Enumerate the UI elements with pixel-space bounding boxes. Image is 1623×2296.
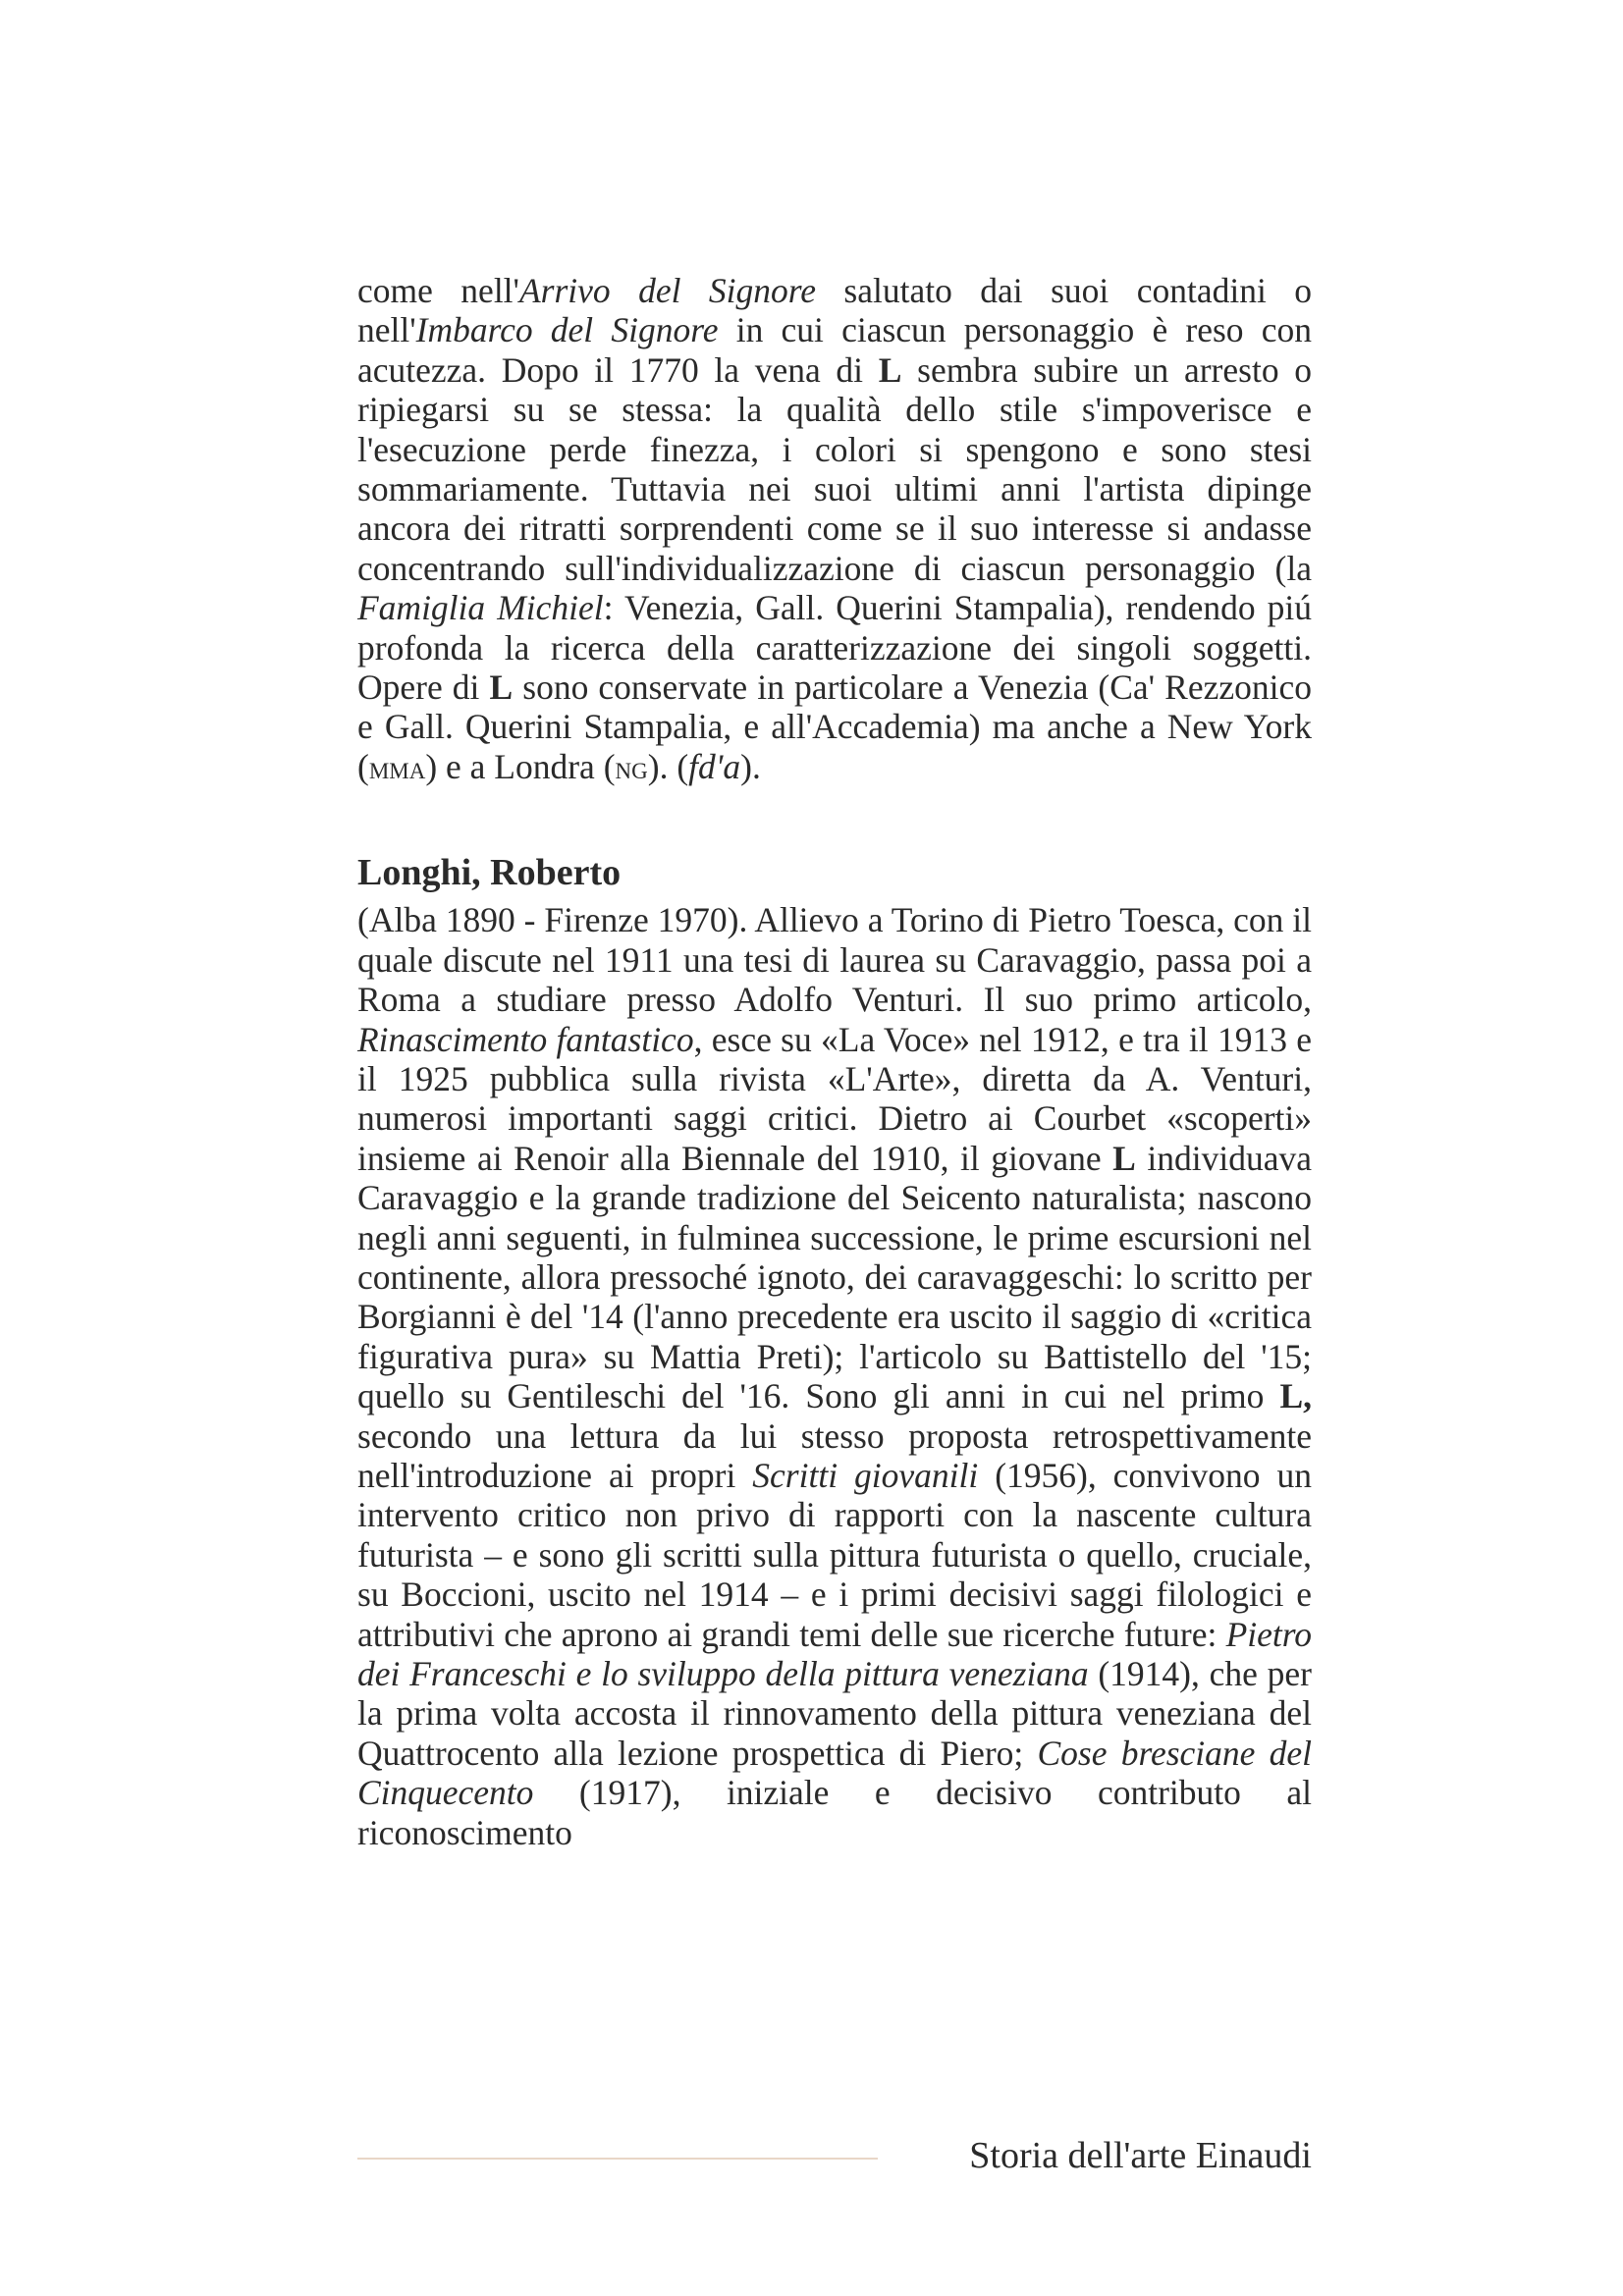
museum-abbreviation: ng bbox=[615, 750, 648, 786]
text-column bbox=[357, 271, 1312, 1852]
italic-title-text: Scritti giovanili bbox=[752, 1455, 979, 1495]
italic-title-text: Cose bresciane del Cinquecento bbox=[357, 1733, 1312, 1813]
italic-title-text: Pietro dei Franceschi e lo sviluppo della pittura veneziana bbox=[357, 1614, 1312, 1693]
entry-abbreviation: L bbox=[489, 667, 514, 708]
italic-title-text: Arrivo del Signore bbox=[518, 271, 816, 310]
italic-title-text: fd'a bbox=[688, 746, 741, 786]
entry-body-paragraph: (Alba 1890 - Firenze 1970). Allievo a Torino di Pietro Toesca, con il quale discute nel 1911 una tesi di laurea su Caravaggio, passa poi a Roma a studiare presso Adolfo Venturi. Il suo primo articolo, Rinascimento fantastico, esce su «La Voce» nel 1912, e tra il 1913 e il 1925 pubblica sulla rivista «L'Arte», diretta da A. Venturi, numerosi importanti saggi critici. Dietro ai Courbet «scoperti» insieme ai Renoir alla Biennale del 1910, il giovane L individuava Caravaggio e la grande tradizione del Seicento naturalista; nascono negli anni seguenti, in fulminea successione, le prime escursioni nel continente, allora pressoché ignoto, dei caravaggeschi: lo scritto per Borgianni è del '14 (l'anno precedente era uscito il saggio di «critica figurativa pura» su Mattia Preti); l'articolo su Battistello del '15; quello su Gentileschi del '16. Sono gli anni in cui nel primo L, secondo una lettura da lui stesso proposta retrospettivamente nell'introduzione ai propri Scritti giovanili (1956), convivono un intervento critico non privo di rapporti con la nascente cultura futurista – e sono gli scritti sulla pittura futurista o quello, cruciale, su Boccioni, uscito nel 1914 – e i primi decisivi saggi filologici e attributivi che aprono ai grandi temi delle sue ricerche future: Pietro dei Franceschi e lo sviluppo della pittura veneziana (1914), che per la prima volta accosta il rinnovamento della pittura veneziana del Quattrocento alla lezione prospettica di Piero; Cose bresciane del Cinquecento (1917), iniziale e decisivo contributo al riconoscimento bbox=[357, 900, 1313, 1852]
entry-title: Longhi, Roberto bbox=[357, 852, 622, 894]
entry-continuation-paragraph: come nell'Arrivo del Signore salutato dai suoi contadini o nell'Imbarco del Signore in cui ciascun personaggio è reso con acutezza. Dopo il 1770 la vena di L sembra subire un arresto o ripiegarsi su se stessa: la qualità dello stile s'impoverisce e l'esecuzione perde finezza, i colori si spengono e sono stesi sommariamente. Tuttavia nei suoi ultimi anni l'artista dipinge ancora dei ritratti sorprendenti come se il suo interesse si andasse concentrando sull'individualizzazione di ciascun personaggio (la Famiglia Michiel: Venezia, Gall. Querini Stampalia), rendendo piú profonda la ricerca della caratterizzazione dei singoli soggetti. Opere di L sono conservate in particolare a Venezia (Ca' Rezzonico e Gall. Querini Stampalia, e all'Accademia) ma anche a New York (mma) e a Londra (ng). (fd'a). bbox=[357, 271, 1313, 786]
entry-abbreviation: L bbox=[1112, 1138, 1136, 1178]
italic-title-text: Rinascimento fantastico bbox=[357, 1019, 694, 1059]
footer-rule bbox=[357, 2158, 878, 2160]
footer-publication-label: Storia dell'arte Einaudi bbox=[969, 2135, 1312, 2176]
italic-title-text: Famiglia Michiel bbox=[357, 588, 604, 628]
entry-abbreviation: L bbox=[878, 349, 902, 390]
italic-title-text: Imbarco del Signore bbox=[415, 310, 719, 350]
entry-abbreviation: L, bbox=[1279, 1376, 1312, 1416]
museum-abbreviation: mma bbox=[368, 750, 426, 786]
page-footer bbox=[357, 2133, 1312, 2182]
